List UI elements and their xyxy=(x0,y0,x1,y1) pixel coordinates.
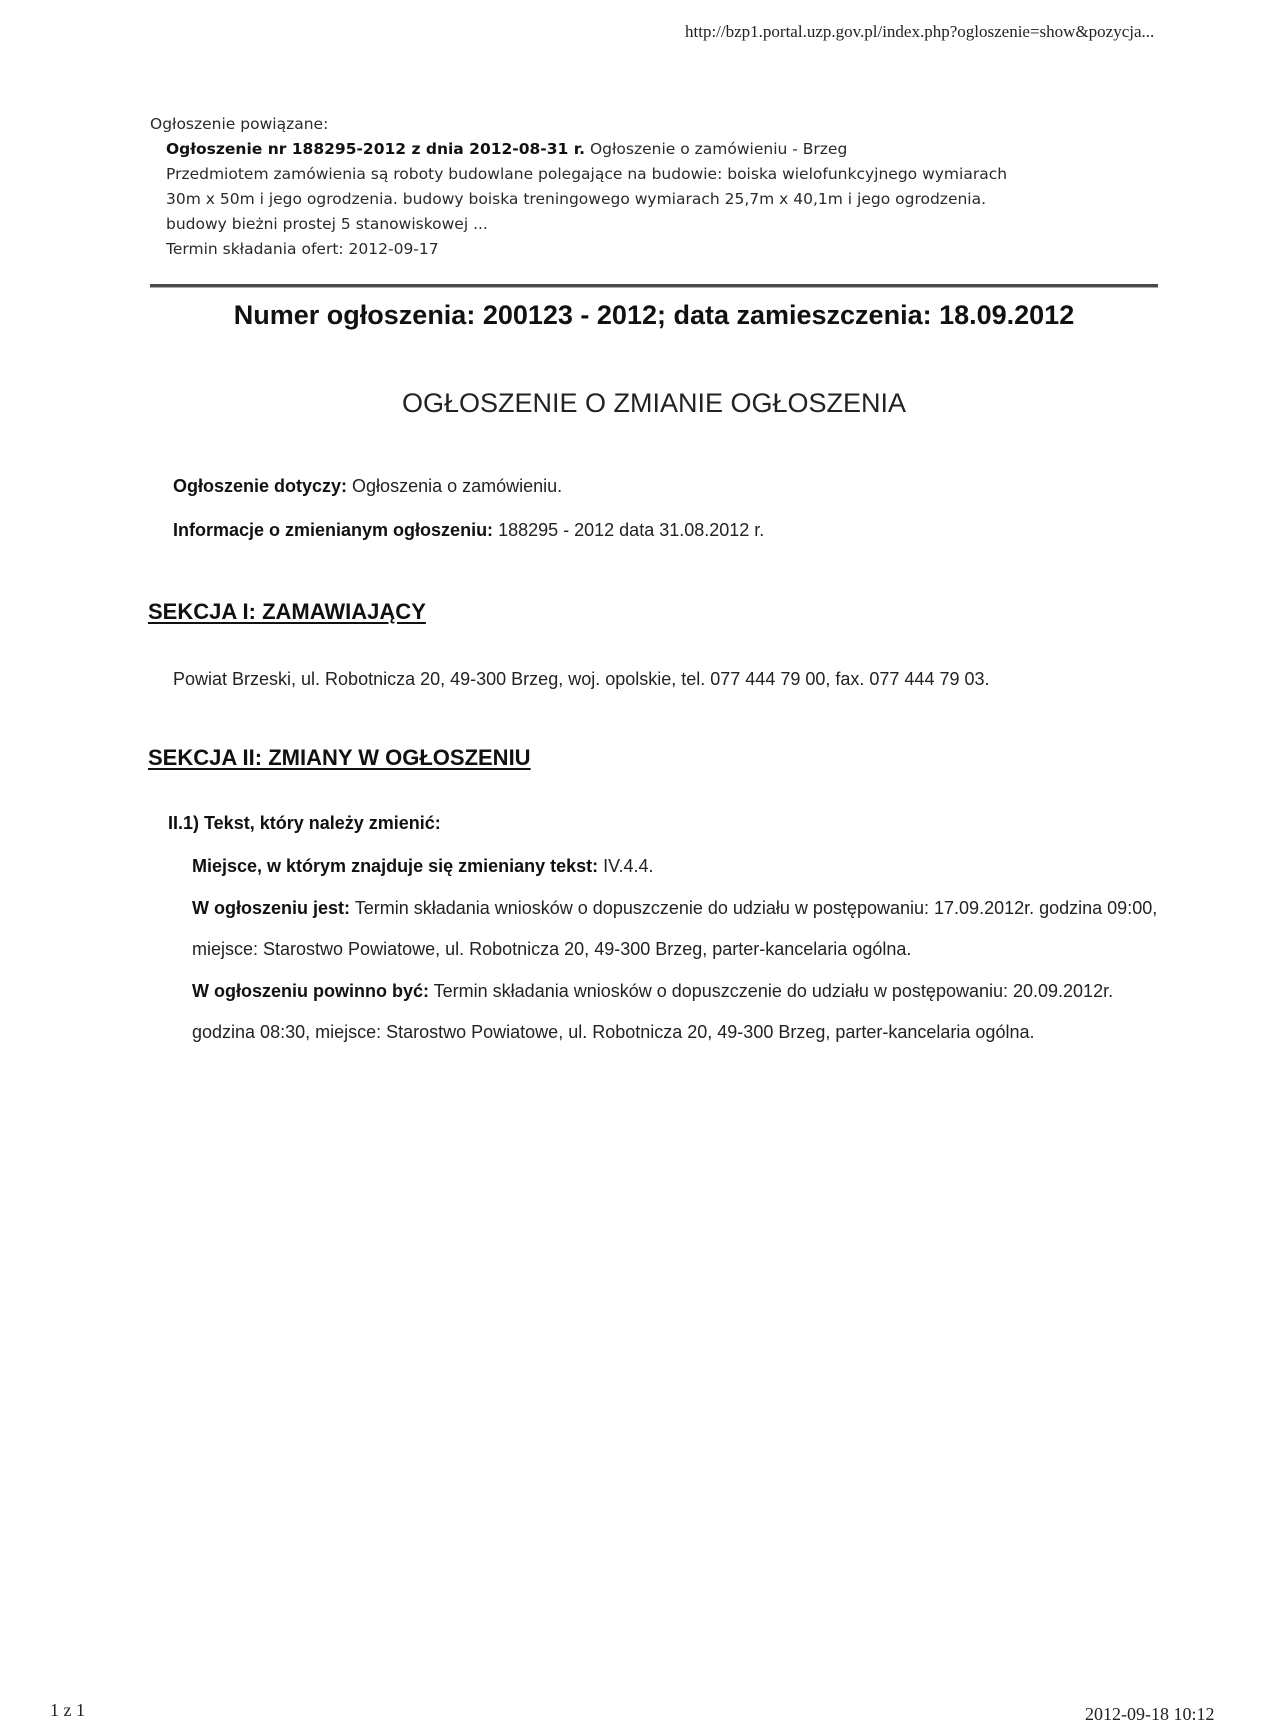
related-notice-line xyxy=(150,137,1150,162)
related-desc-line-1: Przedmiotem zamówienia są roboty budowlane polegające na budowie: boiska wielofunkcyjnego wymiarach xyxy=(166,165,1008,183)
related-deadline: Termin składania ofert: 2012-09-17 xyxy=(166,240,439,258)
changed-info-value: 188295 - 2012 data 31.08.2012 r. xyxy=(493,520,765,540)
is-value: Termin składania wniosków o dopuszczenie do udziału w postępowaniu: 17.09.2012r. godzina 09:00, miejsce: Starostwo Powiatowe, ul. Robotnicza 20, 49-300 Brzeg, parter-kancelaria ogólna. xyxy=(192,897,1158,959)
page-counter: 1 z 1 xyxy=(50,1700,85,1720)
page-url: http://bzp1.portal.uzp.gov.pl/index.php?ogloszenie=show&pozycja... xyxy=(685,22,1155,41)
section-1-heading: SEKCJA I: ZAMAWIAJĄCY xyxy=(148,599,426,624)
place-label: Miejsce, w którym znajduje się zmieniany tekst: xyxy=(192,856,599,876)
related-desc-line-2: 30m x 50m i jego ogrodzenia. budowy boiska treningowego wymiarach 25,7m x 40,1m i jego ogrodzenia. xyxy=(166,190,987,208)
related-notice xyxy=(150,112,1150,262)
print-timestamp: 2012-09-18 10:12 xyxy=(1085,1704,1215,1724)
is-field xyxy=(192,888,1172,971)
concerns-label: Ogłoszenie dotyczy: xyxy=(173,476,348,496)
related-notice-type: Ogłoszenie o zamówieniu - Brzeg xyxy=(585,140,848,158)
section-2-heading: SEKCJA II: ZMIANY W OGŁOSZENIU xyxy=(148,745,531,770)
should-value: Termin składania wniosków o dopuszczenie do udziału w postępowaniu: 20.09.2012r. godzina 08:30, miejsce: Starostwo Powiatowe, ul. Robotnicza 20, 49-300 Brzeg, parter-kancelaria ogólna. xyxy=(192,980,1114,1042)
related-label: Ogłoszenie powiązane: xyxy=(150,115,329,133)
changed-info-label: Informacje o zmienianym ogłoszeniu: xyxy=(173,520,494,540)
place-field xyxy=(192,846,1172,888)
changed-info-field xyxy=(173,520,764,541)
place-value: IV.4.4. xyxy=(598,856,654,876)
related-desc-line-3: budowy bieżni prostej 5 stanowiskowej ... xyxy=(166,215,488,233)
should-label: W ogłoszeniu powinno być: xyxy=(192,980,429,1001)
related-notice-ref[interactable]: Ogłoszenie nr 188295-2012 z dnia 2012-08-31 r. xyxy=(166,140,586,158)
item-title-text: II.1) Tekst, który należy zmienić: xyxy=(168,813,441,833)
section-2-item-title xyxy=(168,813,441,834)
is-label: W ogłoszeniu jest: xyxy=(192,897,351,918)
section-2-changes xyxy=(192,846,1172,1054)
document-title: OGŁOSZENIE O ZMIANIE OGŁOSZENIA xyxy=(401,388,907,418)
concerns-value: Ogłoszenia o zamówieniu. xyxy=(347,476,563,496)
divider xyxy=(150,284,1158,288)
should-field xyxy=(192,971,1172,1054)
notice-number: Numer ogłoszenia: 200123 - 2012; data zamieszczenia: 18.09.2012 xyxy=(233,300,1075,330)
section-1-text: Powiat Brzeski, ul. Robotnicza 20, 49-300 Brzeg, woj. opolskie, tel. 077 444 79 00, fax. 077 444 79 03. xyxy=(173,669,990,689)
concerns-field xyxy=(173,476,562,497)
